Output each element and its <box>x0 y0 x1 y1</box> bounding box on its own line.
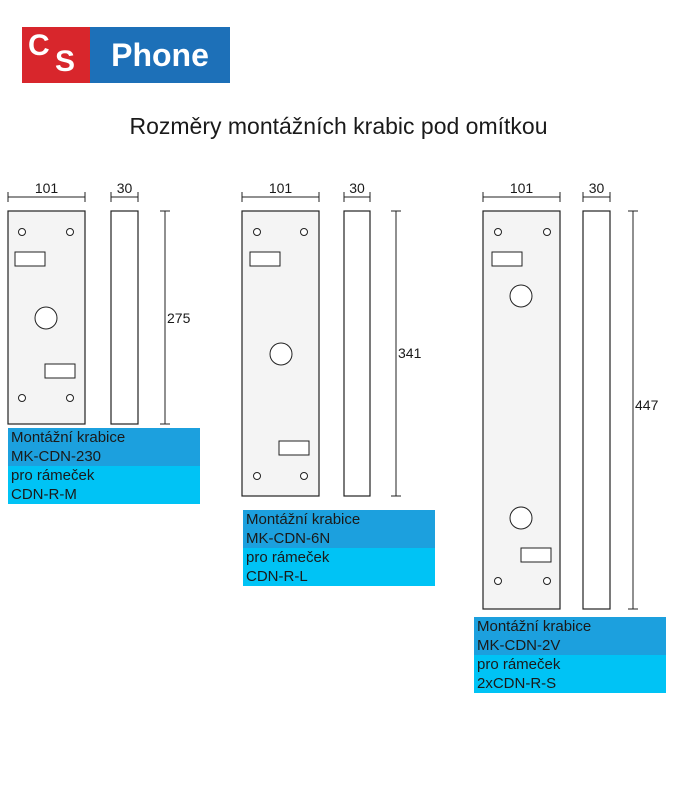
screw-hole-icon <box>495 229 502 236</box>
width-dimension-label: 101 <box>509 180 534 196</box>
depth-dimension-label: 30 <box>588 180 605 196</box>
screw-hole-icon <box>301 473 308 480</box>
width-dimension-label: 101 <box>268 180 293 196</box>
depth-dimension-label: 30 <box>349 180 365 196</box>
screw-hole-icon <box>495 578 502 585</box>
cable-hole-icon <box>510 507 532 529</box>
height-dimension-label: 447 <box>635 397 659 413</box>
box-side-view <box>344 211 370 496</box>
screw-hole-icon <box>67 395 74 402</box>
slot-opening <box>279 441 309 455</box>
slot-opening <box>15 252 45 266</box>
box-side-view <box>583 211 610 609</box>
cable-hole-icon <box>270 343 292 365</box>
label-line-title: Montážní krabice <box>8 428 200 447</box>
label-line-frame-model: CDN-R-L <box>243 567 435 586</box>
label-line-title: Montážní krabice <box>243 510 435 529</box>
depth-dimension-label: 30 <box>116 180 133 196</box>
box-drawing-mk-cdn-230 <box>8 180 191 424</box>
logo-letter-s: S <box>55 45 76 78</box>
logo-phone-text: Phone <box>90 27 230 83</box>
label-line-model: MK-CDN-2V <box>474 636 666 655</box>
label-line-title: Montážní krabice <box>474 617 666 636</box>
box-side-view <box>111 211 138 424</box>
slot-opening <box>492 252 522 266</box>
label-line-frame-model: CDN-R-M <box>8 485 200 504</box>
slot-opening <box>250 252 280 266</box>
screw-hole-icon <box>301 229 308 236</box>
label-mk-cdn-230 <box>8 428 200 504</box>
slot-opening <box>521 548 551 562</box>
slot-opening <box>45 364 75 378</box>
label-line-frame-title: pro rámeček <box>474 655 666 674</box>
height-dimension-label: 341 <box>398 345 422 361</box>
width-dimension-label: 101 <box>34 180 59 196</box>
screw-hole-icon <box>254 229 261 236</box>
screw-hole-icon <box>254 473 261 480</box>
cable-hole-icon <box>35 307 57 329</box>
label-line-frame-model: 2xCDN-R-S <box>474 674 666 693</box>
screw-hole-icon <box>19 395 26 402</box>
page-title: Rozměry montážních krabic pod omítkou <box>129 113 548 139</box>
cable-hole-icon <box>510 285 532 307</box>
logo-letter-c: C <box>28 29 50 62</box>
height-dimension-label: 275 <box>167 310 191 326</box>
label-line-model: MK-CDN-6N <box>243 529 435 548</box>
label-line-model: MK-CDN-230 <box>8 447 200 466</box>
label-line-frame-title: pro rámeček <box>8 466 200 485</box>
screw-hole-icon <box>544 229 551 236</box>
box-drawing-mk-cdn-2v <box>483 180 659 609</box>
screw-hole-icon <box>544 578 551 585</box>
label-mk-cdn-2v <box>474 617 666 693</box>
screw-hole-icon <box>19 229 26 236</box>
screw-hole-icon <box>67 229 74 236</box>
label-line-frame-title: pro rámeček <box>243 548 435 567</box>
box-drawing-mk-cdn-6n <box>242 180 422 496</box>
label-mk-cdn-6n <box>243 510 435 586</box>
